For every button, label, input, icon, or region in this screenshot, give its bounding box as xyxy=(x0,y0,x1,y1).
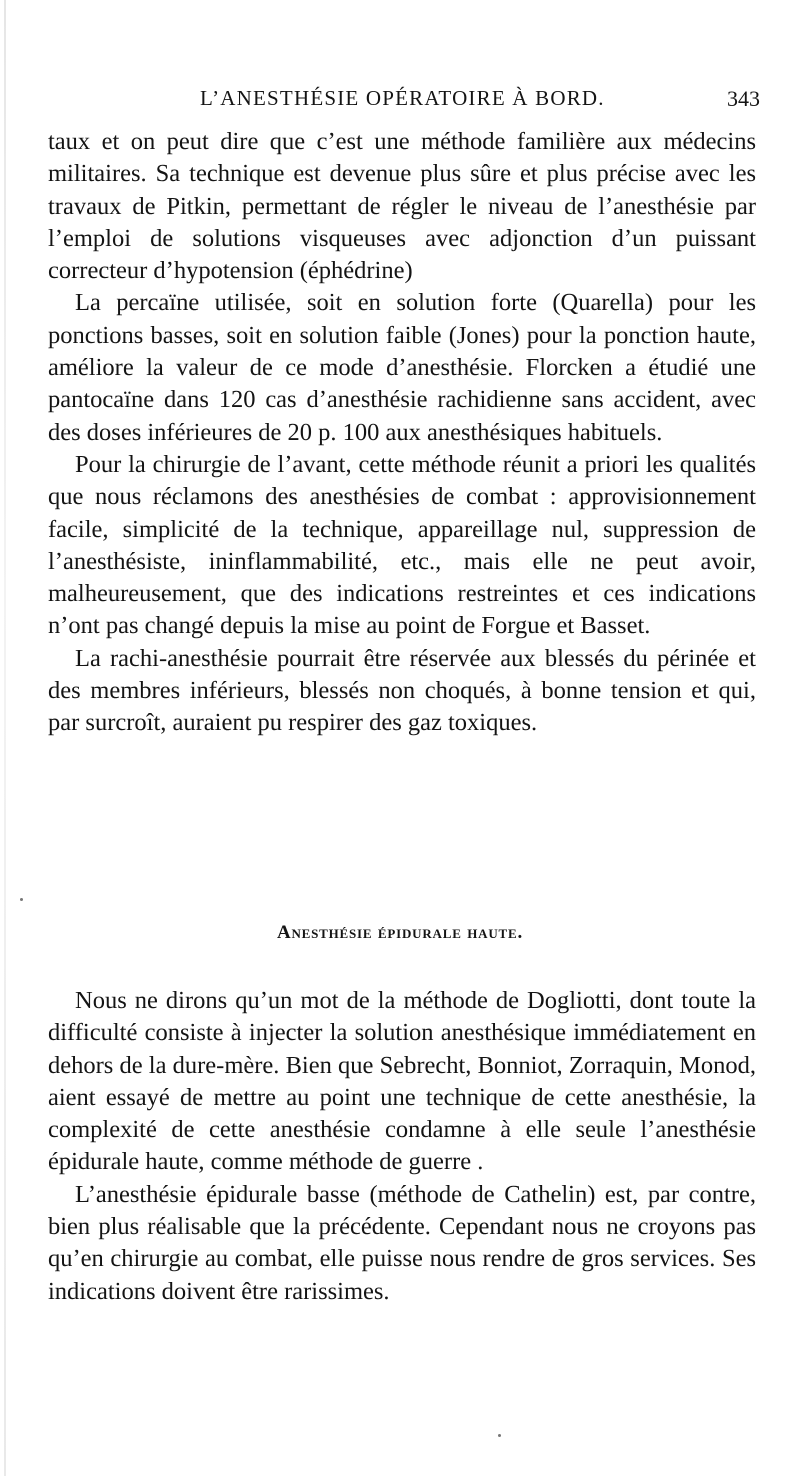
running-head xyxy=(48,86,760,116)
page-number: 343 xyxy=(727,86,760,111)
body-text-top xyxy=(48,126,756,740)
body-text-bottom xyxy=(48,985,756,1308)
paragraph: Pour la chirurgie de l’avant, cette méthode réunit a priori les qualités que nous réclamons des anesthésies de combat : approvisionnement facile, simplicité de la technique, appareillage nul, suppression de l’anesthésiste, ininflammabilité, etc., mais elle ne peut avoir, malheureusement, que des indications restreintes et ces indications n’ont pas changé depuis la mise au point de Forgue et Basset. xyxy=(48,450,756,640)
paragraph: Nous ne dirons qu’un mot de la méthode de Dogliotti, dont toute la difficulté consiste à injecter la solution anesthésique immédiatement en dehors de la dure-mère. Bien que Sebrecht, Bonniot, Zorraquin, Monod, aient essayé de mettre au point une technique de cette anesthésie, la complexité de cette anesthésie condamne à elle seule l’anesthésie épidurale haute, comme méthode de guerre . xyxy=(48,987,756,1176)
running-title: L’ANESTHÉSIE OPÉRATOIRE À BORD. xyxy=(200,86,605,110)
scan-speck xyxy=(498,1434,501,1437)
paragraph: La percaïne utilisée, soit en solution forte (Quarella) pour les ponctions basses, soit en solution faible (Jones) pour la ponction haute, améliore la valeur de ce mode d’anesthésie. Florcken a étudié une pantocaïne dans 120 cas d’anesthésie rachidienne sans accident, avec des doses inférieures de 20 p. 100 aux anesthésiques habituels. xyxy=(48,289,756,446)
paragraph: La rachi-anesthésie pourrait être réservée aux blessés du périnée et des membres inférieurs, blessés non choqués, à bonne tension et qui, par surcroît, auraient pu respirer des gaz toxiques. xyxy=(48,644,756,737)
page-edge-shadow xyxy=(4,0,6,1476)
section-heading: Anesthésie épidurale haute. xyxy=(276,922,524,943)
paragraph: L’anesthésie épidurale basse (méthode de Cathelin) est, par contre, bien plus réalisable que la précédente. Cependant nous ne croyons pas qu’en chirurgie au combat, elle puisse nous rendre de gros services. Ses indications doivent être rarissimes. xyxy=(48,1180,756,1305)
scan-speck xyxy=(20,898,23,901)
paragraph: taux et on peut dire que c’est une méthode familière aux médecins militaires. Sa technique est devenue plus sûre et plus précise avec les travaux de Pitkin, permettant de régler le niveau de l’anesthésie par l’emploi de solutions visqueuses avec adjonction d’un puissant correcteur d’hypotension (éphédrine) xyxy=(48,128,756,285)
